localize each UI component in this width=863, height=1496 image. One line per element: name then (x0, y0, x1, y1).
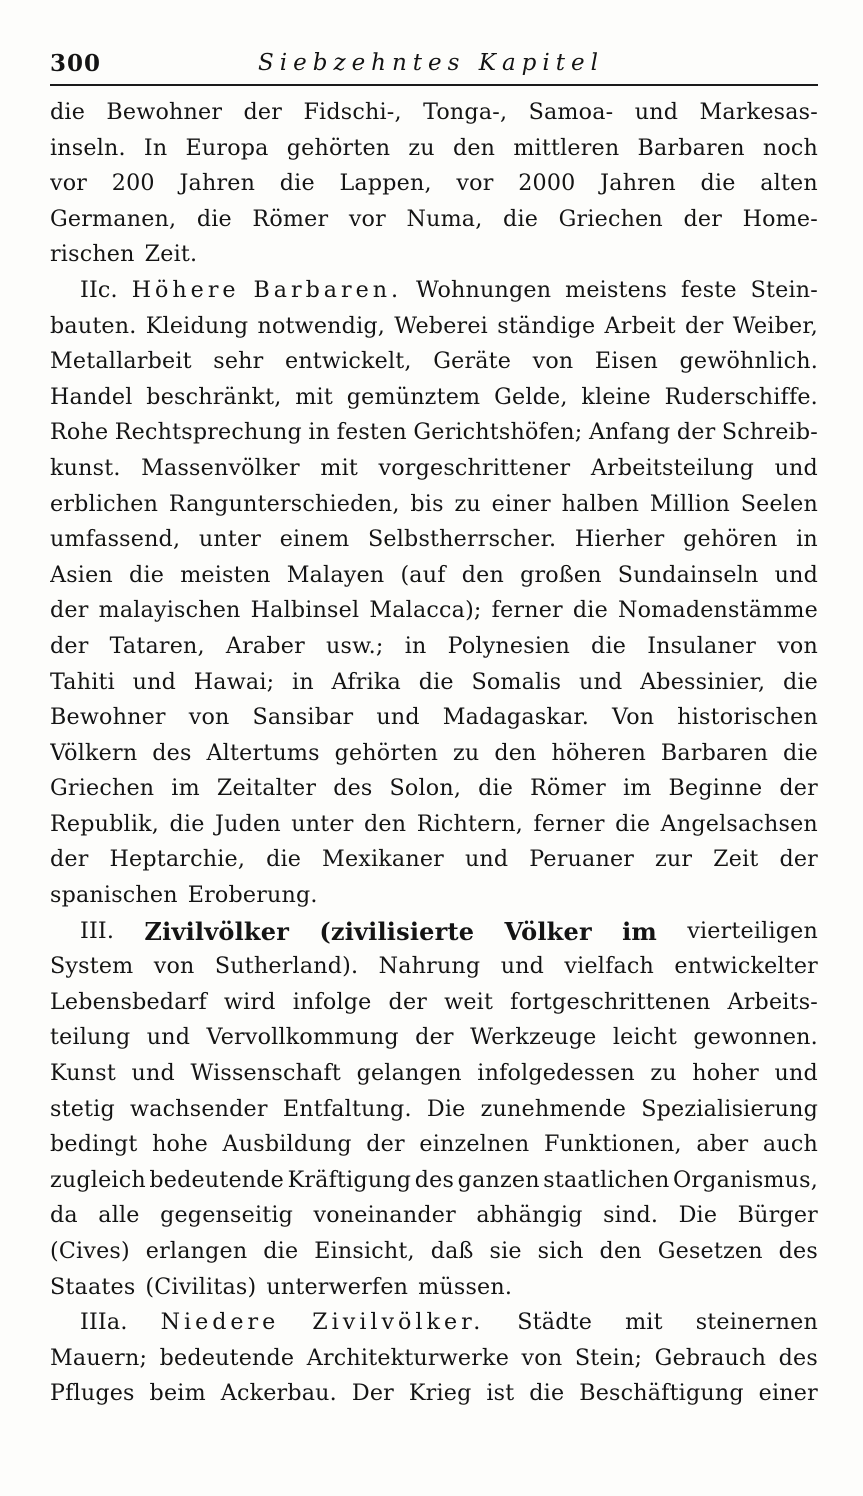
text-line: Rohe Rechtsprechung in festen Gerichtshöfen; Anfang der Schreib- (50, 419, 818, 446)
body-text (50, 95, 818, 1412)
text-line: Lebensbedarf wird infolge der weit fortgeschrittenen Arbeits- (50, 988, 818, 1015)
text-line: Staates (Civilitas) unterwerfen müssen. (50, 1273, 513, 1300)
text-line: IIc. Höhere Barbaren. Wohnungen meistens feste Stein- (80, 276, 818, 303)
text-line: umfassend, unter einem Selbstherrscher. Hierher gehören in (50, 526, 818, 553)
text-line: IIIa. Niedere Zivilvölker. Städte mit steinernen (80, 1309, 818, 1336)
text-line: kunst. Massenvölker mit vorgeschrittener Arbeitsteilung und (50, 454, 818, 481)
text-line: Griechen im Zeitalter des Solon, die Römer im Beginne der (50, 775, 818, 802)
text-line: Handel beschränkt, mit gemünztem Gelde, kleine Ruderschiffe. (50, 383, 818, 410)
text-line: bauten. Kleidung notwendig, Weberei ständige Arbeit der Weiber, (50, 312, 818, 339)
text-line: teilung und Vervollkommung der Werkzeuge leicht gewonnen. (50, 1024, 818, 1051)
text-line: Mauern; bedeutende Architekturwerke von Stein; Gebrauch des (50, 1344, 818, 1371)
text-line: System von Sutherland). Nahrung und vielfach entwickelter (50, 953, 818, 980)
text-line: III. Zivilvölker (zivilisierte Völker im vierteiligen (80, 916, 818, 946)
text-line: Germanen, die Römer vor Numa, die Griechen der Home- (50, 205, 818, 232)
text-line: stetig wachsender Entfaltung. Die zunehmende Spezialisierung (50, 1095, 818, 1122)
text-line: inseln. In Europa gehörten zu den mittleren Barbaren noch (50, 134, 818, 161)
text-line: Metallarbeit sehr entwickelt, Geräte von Eisen gewöhnlich. (50, 348, 818, 375)
text-line: bedingt hohe Ausbildung der einzelnen Funktionen, aber auch (50, 1131, 818, 1158)
running-title: Siebzehntes Kapitel (258, 50, 604, 76)
text-line: der Tataren, Araber usw.; in Polynesien die Insulaner von (50, 632, 818, 659)
text-line: (Cives) erlangen die Einsicht, daß sie sich den Gesetzen des (50, 1238, 818, 1264)
text-line: der Heptarchie, die Mexikaner und Peruaner zur Zeit der (50, 846, 818, 873)
text-line: zugleich bedeutende Kräftigung des ganzen staatlichen Organismus, (50, 1166, 818, 1193)
text-line: rischen Zeit. (50, 241, 198, 268)
text-line: Völkern des Altertums gehörten zu den höheren Barbaren die (50, 739, 818, 766)
text-line: die Bewohner der Fidschi-, Tonga-, Samoa- und Markesas- (50, 99, 818, 125)
text-line: Bewohner von Sansibar und Madagaskar. Von historischen (50, 704, 818, 731)
text-line: Tahiti und Hawai; in Afrika die Somalis und Abessinier, die (50, 668, 818, 695)
text-line: vor 200 Jahren die Lappen, vor 2000 Jahren die alten (50, 170, 818, 197)
text-line: da alle gegenseitig voneinander abhängig sind. Die Bürger (50, 1202, 818, 1229)
text-line: Kunst und Wissenschaft gelangen infolgedessen zu hoher und (50, 1060, 818, 1087)
page-number: 300 (50, 50, 102, 77)
text-line: Pfluges beim Ackerbau. Der Krieg ist die Beschäftigung einer (50, 1380, 818, 1407)
text-line: Republik, die Juden unter den Richtern, ferner die Angelsachsen (50, 810, 818, 837)
text-line: spanischen Eroberung. (50, 882, 318, 909)
page-header (50, 44, 818, 86)
text-line: der malayischen Halbinsel Malacca); ferner die Nomadenstämme (50, 597, 818, 624)
text-line: Asien die meisten Malayen (auf den großen Sundainseln und (50, 561, 818, 588)
text-line: erblichen Rangunterschieden, bis zu einer halben Million Seelen (50, 490, 818, 517)
